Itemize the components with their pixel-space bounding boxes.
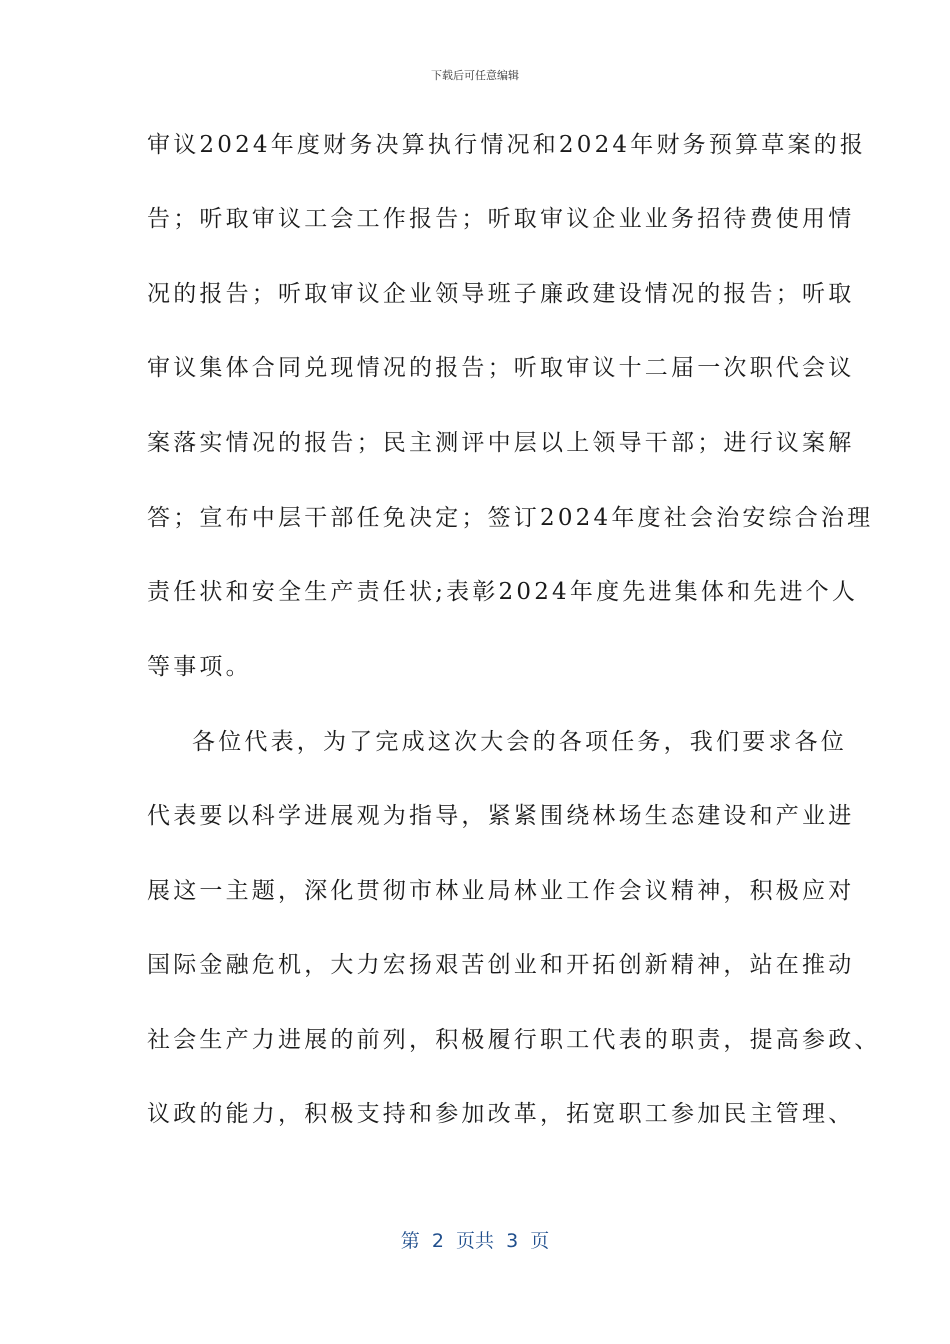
text-line: 代表要以科学进展观为指导，紧紧围绕林场生态建设和产业进 [147,803,855,829]
text-line: 社会生产力进展的前列，积极履行职工代表的职责，提高参政、 [147,1027,881,1053]
text-line: 等事项。 [147,654,252,680]
text-line: 审议集体合同兑现情况的报告；听取审议十二届一次职代会议 [147,355,855,381]
page-number: 第 2 页共 3 页 [400,1230,550,1252]
text-line: 国际金融危机，大力宏扬艰苦创业和开拓创新精神，站在推动 [147,952,855,978]
text-line: 答；宣布中层干部任免决定；签订2024年度社会治安综合治理 [147,505,874,531]
header-note: 下载后可任意编辑 [431,69,519,82]
text-line: 议政的能力，积极支持和参加改革，拓宽职工参加民主管理、 [147,1101,855,1127]
text-line: 审议2024年度财务决算执行情况和2024年财务预算草案的报 [147,132,867,158]
paragraph-first-line: 各位代表，为了完成这次大会的各项任务，我们要求各位 [192,729,847,755]
text-line: 告；听取审议工会工作报告；听取审议企业业务招待费使用情 [147,206,855,232]
text-line: 展这一主题，深化贯彻市林业局林业工作会议精神，积极应对 [147,878,855,904]
text-line: 况的报告；听取审议企业领导班子廉政建设情况的报告；听取 [147,281,855,307]
text-line: 案落实情况的报告；民主测评中层以上领导干部；进行议案解 [147,430,855,456]
text-line: 责任状和安全生产责任状;表彰2024年度先进集体和先进个人 [147,579,859,605]
